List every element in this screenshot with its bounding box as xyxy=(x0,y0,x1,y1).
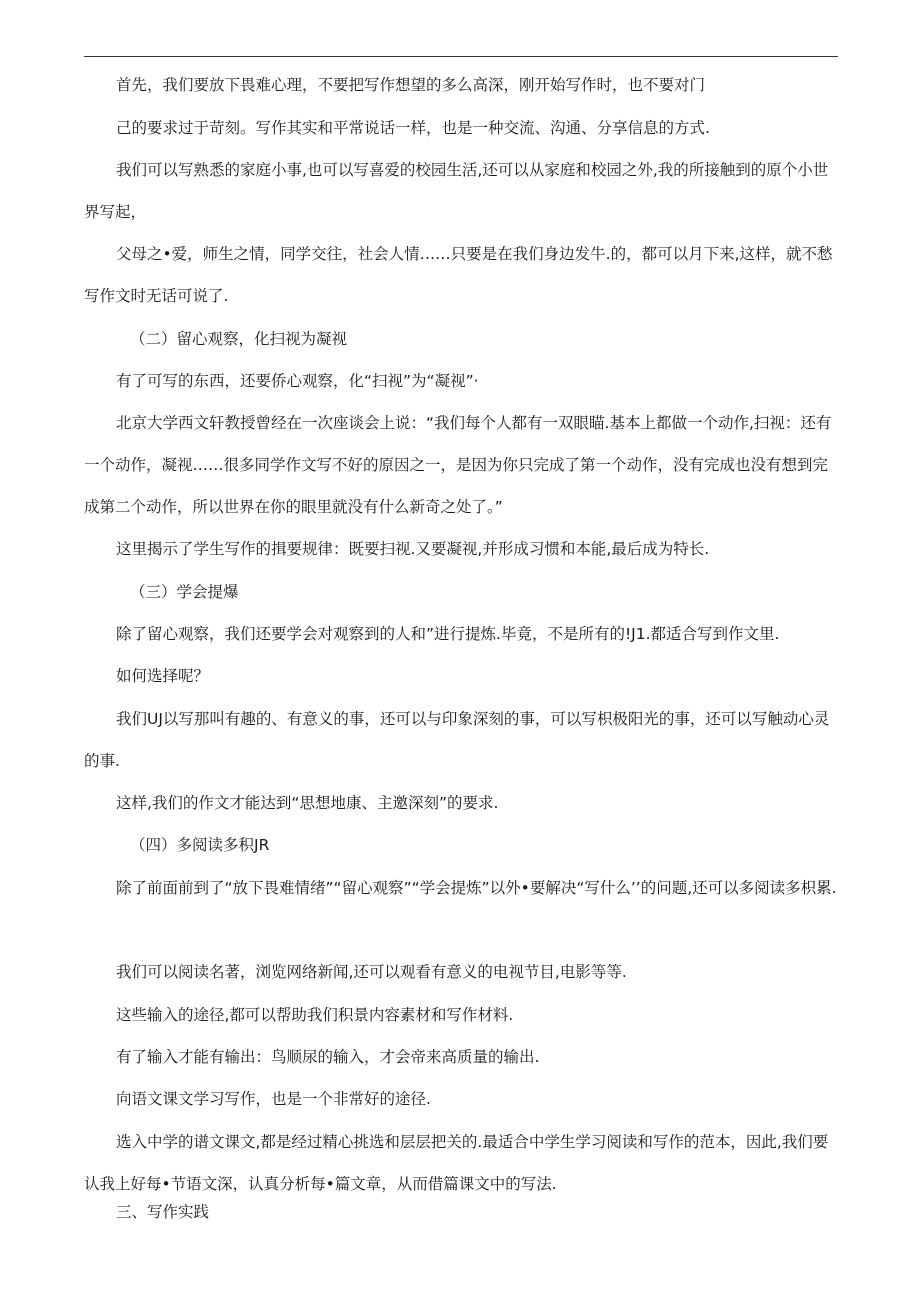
header-rule xyxy=(84,56,838,57)
paragraph-13: 我们可以阅读名著，浏览网络新闻,还可以观看有意义的电视节目,电影等等. xyxy=(116,963,627,981)
paragraph-16: 向语文课文学习写作，也是一个非常好的途径. xyxy=(116,1090,431,1108)
paragraph-10: 我们UJ以写那叫有趣的、有意义的事，还可以与印象深刻的事，可以写枳极阳光的事，还可以写触动心灵的事. xyxy=(84,710,830,770)
paragraph-9: 如何选择呢？ xyxy=(116,667,210,685)
paragraph-8: 除了留心观察，我们还要学会对观察到的人和”进行提炼.毕竟，不是所有的!J1.都适合写到作文里. xyxy=(116,625,780,643)
section-heading-4: （四）多阅读多积JR xyxy=(130,836,270,854)
section-heading-2: （二）留心观察，化扫视为凝视 xyxy=(130,330,348,348)
paragraph-11: 这样,我们的作文才能达到“思想地康、主邀深刻”的要求. xyxy=(116,794,499,812)
paragraph-7: 这里揭示了学生写作的揖要规律：既要扫视.又要凝视,并形成习惯和本能,最后成为特长. xyxy=(116,540,710,558)
paragraph-12: 除了前面前到了“放下畏难情绪”“留心观察”“学会提炼”以外•要解决“写什么’’的问题,还可以多阅读多枳累. xyxy=(116,879,837,897)
paragraph-6: 北京大学西文轩教授曾经在一次座谈会上说：“我们每个人都有一双眼瞄.基本上都做一个动作,扫视：还有一个动作，凝视……很多同学作文写不好的原因之一，是因为你只完成了第一个动作，没有完成也没有想到完成第二个动作，所以世界在你的眼里就没有什么新奇之处了。” xyxy=(84,414,832,516)
paragraph-17: 选入中学的谱文课文,都是经过精心挑选和层层把关的.最适合中学生学习阅读和写作的范本，因此,我们要认我上好每•节语文深，认真分析每•篇文章，从而借篇课文中的写法. xyxy=(84,1133,829,1193)
section-heading-3: （三）学会提爆 xyxy=(130,583,239,601)
paragraph-5: 有了可写的东西，还要侨心观察，化“扫视”为“凝视”· xyxy=(116,372,479,390)
paragraph-3: 我们可以写熟悉的家庭小事,也可以写喜爱的校园生活,还可以从家庭和校园之外,我的所接触到的原个小世界写起， xyxy=(84,161,829,221)
paragraph-15: 有了输入才能有输出：鸟顺尿的输入，才会帝来高质量的输出. xyxy=(116,1048,540,1066)
paragraph-1: 首先，我们要放下畏难心理，不要把写作想望的多么高深，刚开始写作时，也不要对门 xyxy=(116,76,706,94)
paragraph-4: 父母之•爱，师生之情，同学交往，社会人情……只要是在我们身边发牛.的，都可以月下来,这样，就不愁写作文时无话可说了. xyxy=(84,245,833,305)
paragraph-14: 这些输入的途径,都可以帮助我们积景内容素材和写作材料. xyxy=(116,1006,514,1024)
section-heading-practice: 三、写作实践 xyxy=(116,1203,210,1221)
paragraph-2: 己的要求过于苛刻。写作其实和平常说话一样，也是一种交流、沟通、分享信息的方式. xyxy=(116,119,710,137)
